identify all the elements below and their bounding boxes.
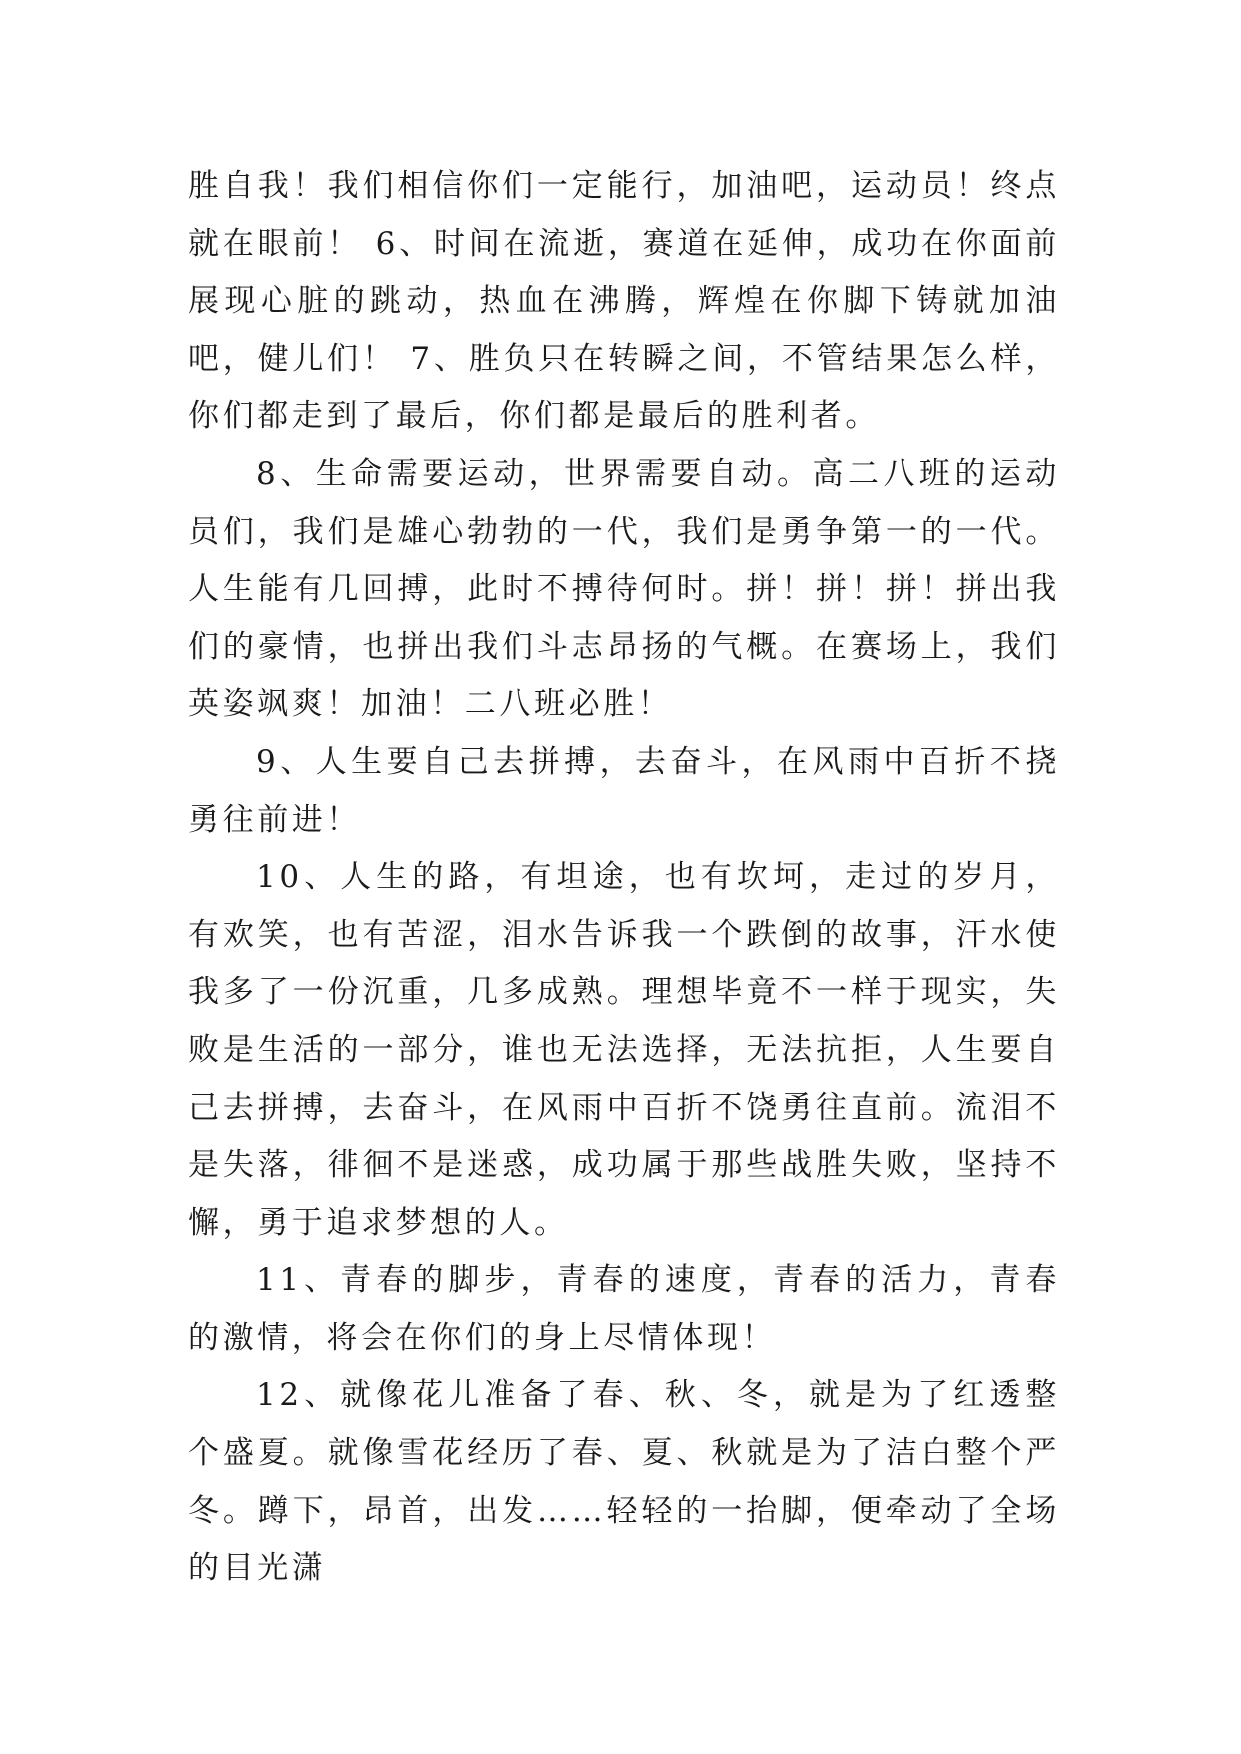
paragraph-11: 11、青春的脚步，青春的速度，青春的活力，青春的激情，将会在你们的身上尽情体现！ [188,1262,1060,1356]
paragraph-12: 12、就像花儿准备了春、秋、冬，就是为了红透整个盛夏。就像雪花经历了春、夏、秋就是为了洁白整个严冬。蹲下，昂首，出发……轻轻的一抬脚，便牵动了全场的目光潇 [188,1377,1060,1587]
paragraph-8: 8、生命需要运动，世界需要自动。高二八班的运动员们，我们是雄心勃勃的一代，我们是勇争第一的一代。人生能有几回搏，此时不搏待何时。拼！拼！拼！拼出我们的豪情，也拼出我们斗志昂扬的气概。在赛场上，我们英姿飒爽！加油！二八班必胜！ [188,455,1060,723]
paragraph-10: 10、人生的路，有坦途，也有坎坷，走过的岁月，有欢笑，也有苦涩，泪水告诉我一个跌倒的故事，汗水使我多了一份沉重，几多成熟。理想毕竟不一样于现实，失败是生活的一部分，谁也无法选择，无法抗拒，人生要自己去拼搏，去奋斗，在风雨中百折不饶勇往直前。流泪不是失落，徘徊不是迷惑，成功属于那些战胜失败，坚持不懈，勇于追求梦想的人。 [188,859,1060,1241]
paragraph-continued: 胜自我！我们相信你们一定能行，加油吧，运动员！终点就在眼前！ 6、时间在流逝，赛道在延伸，成功在你面前展现心脏的跳动，热血在沸腾，辉煌在你脚下铸就加油吧，健儿们！ 7、胜负只在转瞬之间，不管结果怎么样，你们都走到了最后，你们都是最后的胜利者。 [188,168,1060,435]
paragraph-9: 9、人生要自己去拼搏，去奋斗，在风雨中百折不挠勇往前进！ [188,743,1060,838]
document-body [188,158,1060,1598]
